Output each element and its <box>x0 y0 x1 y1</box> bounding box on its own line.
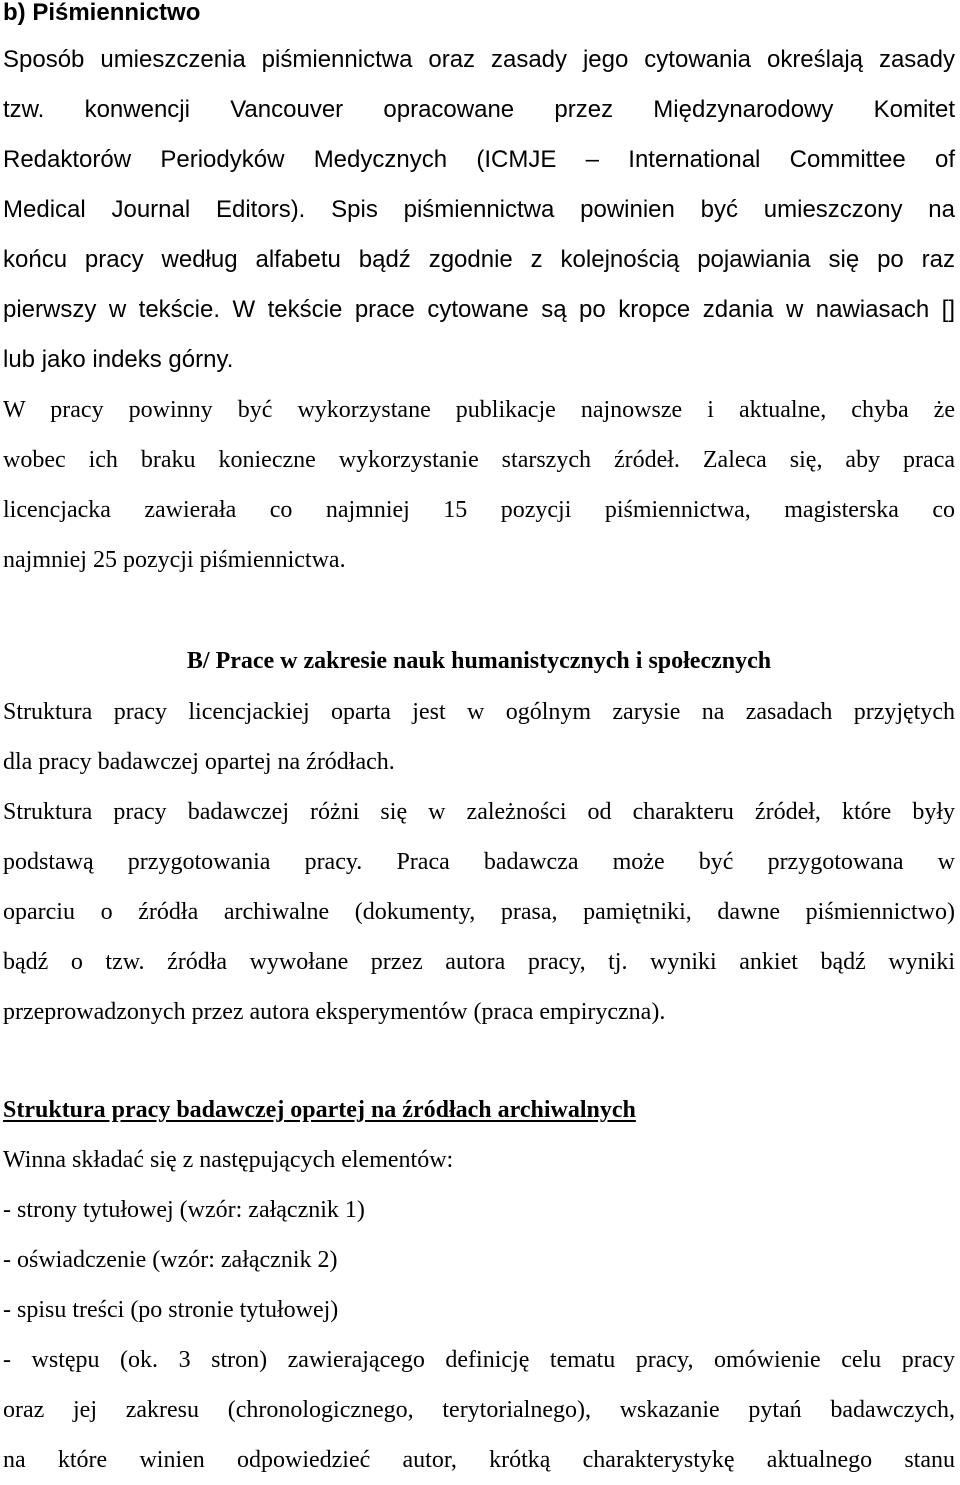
document-page <box>3 0 955 1485</box>
paragraph-line: Struktura pracy licencjackiej oparta jest w ogólnym zarysie na zasadach przyjętych <box>3 699 955 725</box>
list-item-continuation: na które winien odpowiedzieć autor, krótką charakterystykę aktualnego stanu <box>3 1447 955 1473</box>
paragraph-line: Struktura pracy badawczej różni się w zależności od charakteru źródeł, które były <box>3 799 955 825</box>
paragraph-line: oparciu o źródła archiwalne (dokumenty, prasa, pamiętniki, dawne piśmiennictwo) <box>3 899 955 925</box>
paragraph-line: Redaktorów Periodyków Medycznych (ICMJE – International Committee of <box>3 146 955 173</box>
paragraph-line: licencjacka zawierała co najmniej 15 pozycji piśmiennictwa, magisterska co <box>3 497 955 523</box>
paragraph-line: bądź o tzw. źródła wywołane przez autora pracy, tj. wyniki ankiet bądź wyniki <box>3 949 955 975</box>
paragraph-line: wobec ich braku konieczne wykorzystanie starszych źródeł. Zaleca się, aby praca <box>3 447 955 473</box>
structure-list <box>3 1135 955 1485</box>
paragraph-line: najmniej 25 pozycji piśmiennictwa. <box>3 547 346 573</box>
paragraph-line: tzw. konwencji Vancouver opracowane przez Międzynarodowy Komitet <box>3 96 955 123</box>
list-item-continuation: oraz jej zakresu (chronologicznego, terytorialnego), wskazanie pytań badawczych, <box>3 1397 955 1423</box>
section-heading-humanities: B/ Prace w zakresie nauk humanistycznych i społecznych <box>186 648 772 674</box>
paragraph-line: pierwszy w tekście. W tekście prace cytowane są po kropce zdania w nawiasach [] <box>3 296 955 323</box>
paragraph-line: W pracy powinny być wykorzystane publikacje najnowsze i aktualne, chyba że <box>3 397 955 423</box>
list-item: - wstępu (ok. 3 stron) zawierającego definicję tematu pracy, omówienie celu pracy <box>3 1347 955 1373</box>
humanities-paragraph <box>3 687 955 1037</box>
list-item: - oświadczenie (wzór: załącznik 2) <box>3 1247 338 1273</box>
list-intro: Winna składać się z następujących elementów: <box>3 1147 454 1173</box>
paragraph-line: przeprowadzonych przez autora eksperymentów (praca empiryczna). <box>3 999 666 1025</box>
paragraph-line: końcu pracy według alfabetu bądź zgodnie z kolejnością pojawiania się po raz <box>3 246 955 273</box>
paragraph-line: lub jako indeks górny. <box>3 346 234 373</box>
section-heading-structure: Struktura pracy badawczej opartej na źródłach archiwalnych <box>3 1097 636 1123</box>
list-item: - spisu treści (po stronie tytułowej) <box>3 1297 339 1323</box>
paragraph-line: Sposób umieszczenia piśmiennictwa oraz zasady jego cytowania określają zasady <box>3 46 955 73</box>
bibliography-paragraph-1 <box>3 35 955 385</box>
paragraph-line: podstawą przygotowania pracy. Praca badawcza może być przygotowana w <box>3 849 955 875</box>
paragraph-line: dla pracy badawczej opartej na źródłach. <box>3 749 395 775</box>
list-item: - strony tytułowej (wzór: załącznik 1) <box>3 1197 365 1223</box>
section-heading-bibliography: b) Piśmiennictwo <box>3 0 201 26</box>
bibliography-paragraph-2 <box>3 385 955 585</box>
paragraph-line: Medical Journal Editors). Spis piśmiennictwa powinien być umieszczony na <box>3 196 955 223</box>
section-spacer <box>3 585 955 633</box>
section-spacer <box>3 1037 955 1085</box>
